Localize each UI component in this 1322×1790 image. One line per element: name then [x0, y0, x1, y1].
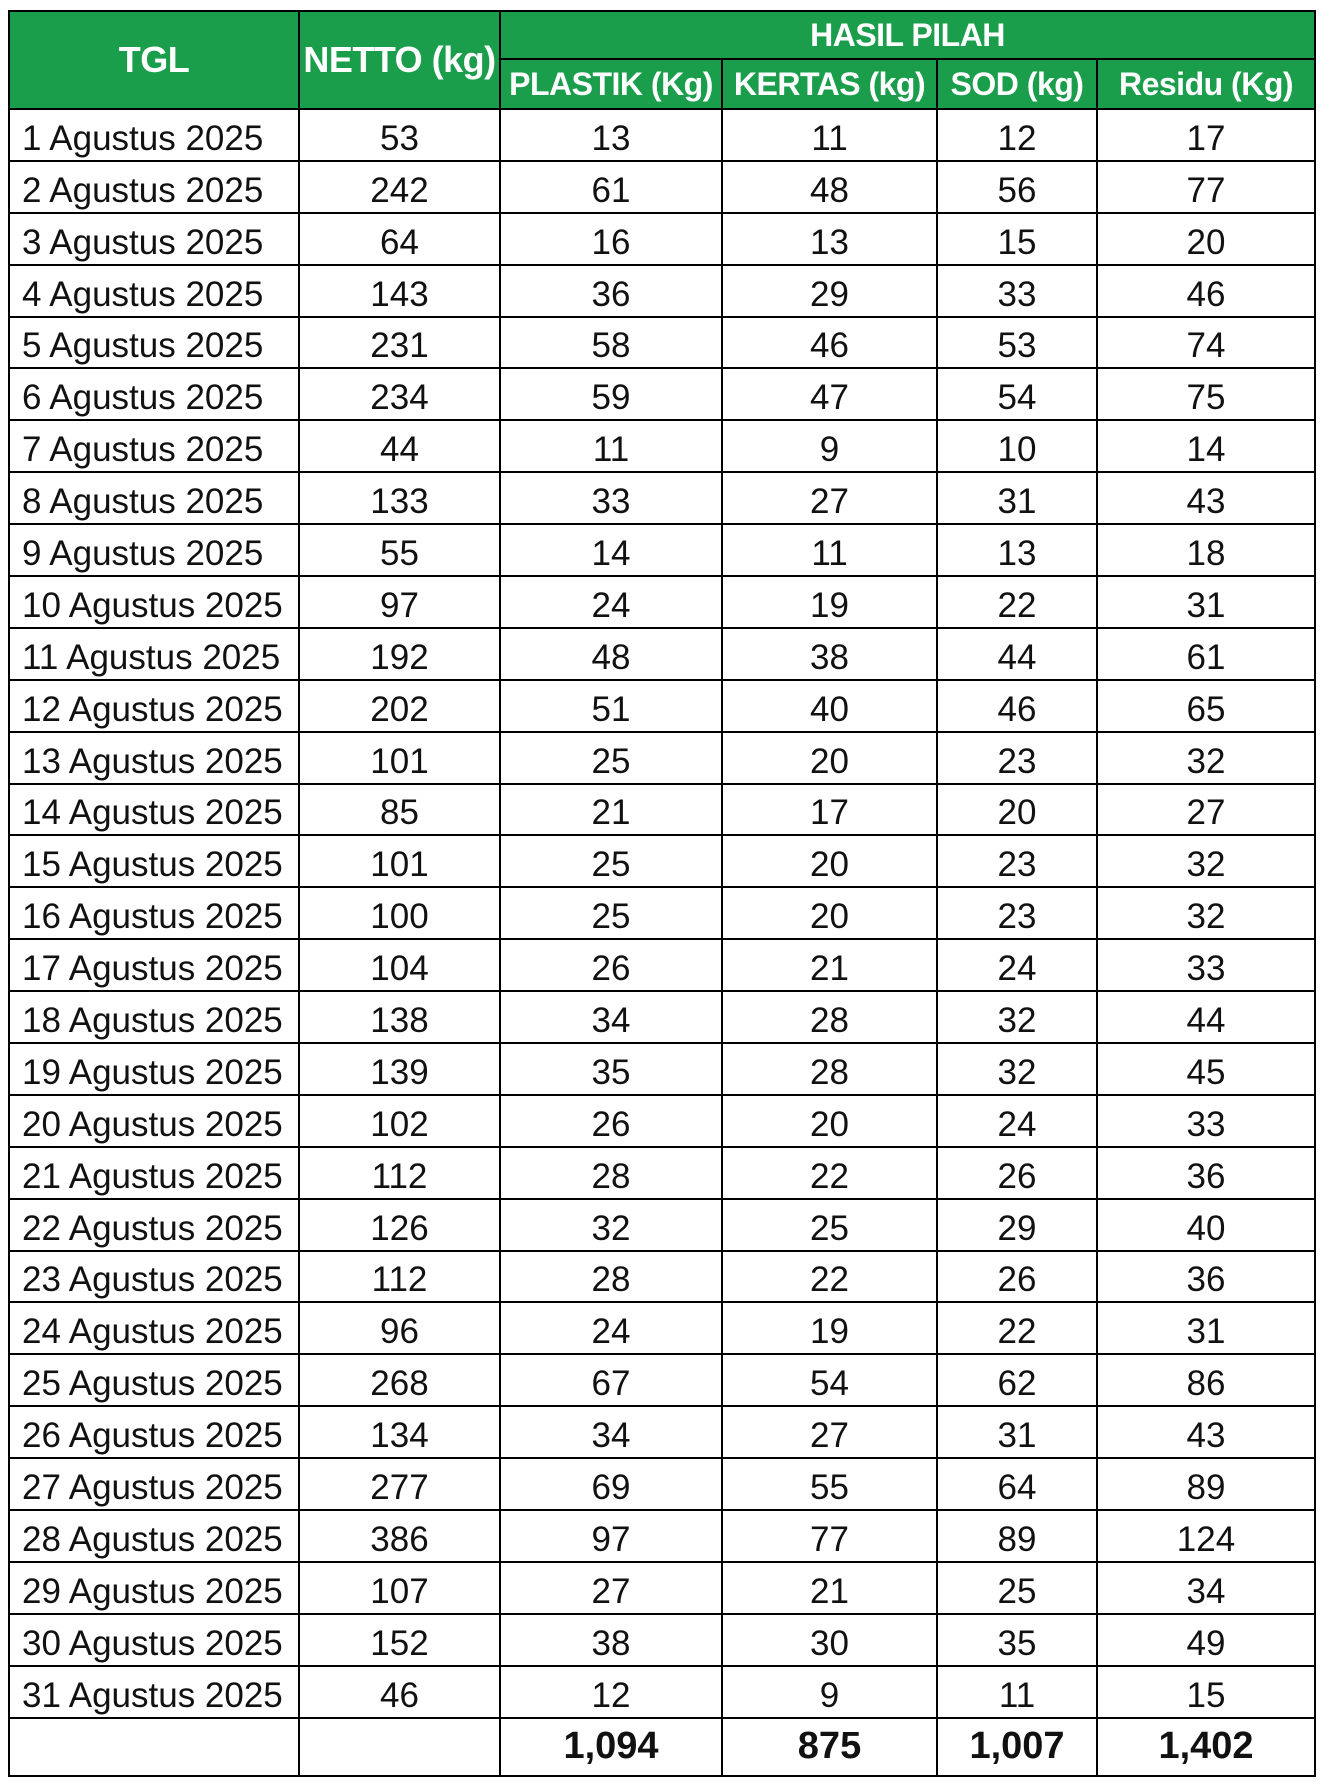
tgl-cell: 8 Agustus 2025 [9, 472, 299, 524]
netto-cell: 112 [299, 1147, 500, 1199]
table-row [9, 317, 1315, 369]
netto-cell: 134 [299, 1406, 500, 1458]
tgl-cell: 22 Agustus 2025 [9, 1199, 299, 1251]
kertas-cell: 20 [722, 835, 937, 887]
table-row [9, 213, 1315, 265]
header-residu: Residu (Kg) [1097, 59, 1315, 109]
table-row [9, 1199, 1315, 1251]
residu-cell: 61 [1097, 628, 1315, 680]
residu-cell: 65 [1097, 680, 1315, 732]
tgl-cell: 3 Agustus 2025 [9, 213, 299, 265]
table-row [9, 680, 1315, 732]
plastik-cell: 24 [500, 1302, 722, 1354]
table-body [9, 109, 1315, 1718]
tgl-cell: 25 Agustus 2025 [9, 1354, 299, 1406]
table-row [9, 1354, 1315, 1406]
kertas-cell: 27 [722, 1406, 937, 1458]
kertas-cell: 40 [722, 680, 937, 732]
sod-cell: 26 [937, 1147, 1097, 1199]
plastik-cell: 97 [500, 1510, 722, 1562]
netto-cell: 152 [299, 1614, 500, 1666]
kertas-cell: 47 [722, 368, 937, 420]
netto-cell: 143 [299, 265, 500, 317]
sod-cell: 29 [937, 1199, 1097, 1251]
table-row [9, 1147, 1315, 1199]
tgl-cell: 12 Agustus 2025 [9, 680, 299, 732]
residu-cell: 32 [1097, 887, 1315, 939]
tgl-cell: 7 Agustus 2025 [9, 420, 299, 472]
netto-cell: 44 [299, 420, 500, 472]
plastik-cell: 25 [500, 835, 722, 887]
total-residu-cell: 1,402 [1097, 1718, 1315, 1776]
residu-cell: 124 [1097, 1510, 1315, 1562]
residu-cell: 36 [1097, 1251, 1315, 1303]
kertas-cell: 25 [722, 1199, 937, 1251]
kertas-cell: 28 [722, 1043, 937, 1095]
header-plastik: PLASTIK (Kg) [500, 59, 722, 109]
kertas-cell: 55 [722, 1458, 937, 1510]
tgl-cell: 28 Agustus 2025 [9, 1510, 299, 1562]
table-row [9, 835, 1315, 887]
netto-cell: 202 [299, 680, 500, 732]
plastik-cell: 13 [500, 109, 722, 161]
table-row [9, 1406, 1315, 1458]
kertas-cell: 20 [722, 887, 937, 939]
plastik-cell: 59 [500, 368, 722, 420]
netto-cell: 97 [299, 576, 500, 628]
kertas-cell: 77 [722, 1510, 937, 1562]
sod-cell: 26 [937, 1251, 1097, 1303]
residu-cell: 33 [1097, 1095, 1315, 1147]
table-row [9, 1043, 1315, 1095]
header-sod: SOD (kg) [937, 59, 1097, 109]
residu-cell: 44 [1097, 991, 1315, 1043]
tgl-cell: 24 Agustus 2025 [9, 1302, 299, 1354]
netto-cell: 268 [299, 1354, 500, 1406]
plastik-cell: 25 [500, 732, 722, 784]
sod-cell: 10 [937, 420, 1097, 472]
residu-cell: 49 [1097, 1614, 1315, 1666]
plastik-cell: 33 [500, 472, 722, 524]
tgl-cell: 29 Agustus 2025 [9, 1562, 299, 1614]
plastik-cell: 58 [500, 317, 722, 369]
plastik-cell: 34 [500, 1406, 722, 1458]
sod-cell: 32 [937, 1043, 1097, 1095]
tgl-cell: 19 Agustus 2025 [9, 1043, 299, 1095]
total-plastik-cell: 1,094 [500, 1718, 722, 1776]
table-row [9, 628, 1315, 680]
residu-cell: 32 [1097, 732, 1315, 784]
plastik-cell: 12 [500, 1666, 722, 1718]
plastik-cell: 27 [500, 1562, 722, 1614]
sod-cell: 31 [937, 472, 1097, 524]
tgl-cell: 5 Agustus 2025 [9, 317, 299, 369]
table-row [9, 1666, 1315, 1718]
tgl-cell: 16 Agustus 2025 [9, 887, 299, 939]
kertas-cell: 19 [722, 1302, 937, 1354]
residu-cell: 40 [1097, 1199, 1315, 1251]
netto-cell: 64 [299, 213, 500, 265]
residu-cell: 43 [1097, 1406, 1315, 1458]
total-sod-cell: 1,007 [937, 1718, 1097, 1776]
netto-cell: 107 [299, 1562, 500, 1614]
table-row [9, 524, 1315, 576]
kertas-cell: 30 [722, 1614, 937, 1666]
tgl-cell: 23 Agustus 2025 [9, 1251, 299, 1303]
kertas-cell: 9 [722, 420, 937, 472]
netto-cell: 126 [299, 1199, 500, 1251]
table-row [9, 472, 1315, 524]
plastik-cell: 24 [500, 576, 722, 628]
tgl-cell: 20 Agustus 2025 [9, 1095, 299, 1147]
residu-cell: 15 [1097, 1666, 1315, 1718]
sod-cell: 25 [937, 1562, 1097, 1614]
table-row [9, 576, 1315, 628]
residu-cell: 33 [1097, 939, 1315, 991]
residu-cell: 32 [1097, 835, 1315, 887]
kertas-cell: 46 [722, 317, 937, 369]
netto-cell: 139 [299, 1043, 500, 1095]
residu-cell: 43 [1097, 472, 1315, 524]
plastik-cell: 38 [500, 1614, 722, 1666]
tgl-cell: 6 Agustus 2025 [9, 368, 299, 420]
residu-cell: 27 [1097, 784, 1315, 836]
tgl-cell: 13 Agustus 2025 [9, 732, 299, 784]
sod-cell: 64 [937, 1458, 1097, 1510]
residu-cell: 18 [1097, 524, 1315, 576]
netto-cell: 85 [299, 784, 500, 836]
plastik-cell: 28 [500, 1251, 722, 1303]
plastik-cell: 48 [500, 628, 722, 680]
tgl-cell: 1 Agustus 2025 [9, 109, 299, 161]
table-row [9, 784, 1315, 836]
sod-cell: 46 [937, 680, 1097, 732]
kertas-cell: 21 [722, 939, 937, 991]
netto-cell: 101 [299, 835, 500, 887]
table-row [9, 265, 1315, 317]
tgl-cell: 10 Agustus 2025 [9, 576, 299, 628]
table-row [9, 420, 1315, 472]
residu-cell: 31 [1097, 1302, 1315, 1354]
sod-cell: 44 [937, 628, 1097, 680]
kertas-cell: 17 [722, 784, 937, 836]
kertas-cell: 29 [722, 265, 937, 317]
plastik-cell: 51 [500, 680, 722, 732]
table-row [9, 1510, 1315, 1562]
kertas-cell: 11 [722, 524, 937, 576]
plastik-cell: 34 [500, 991, 722, 1043]
sod-cell: 89 [937, 1510, 1097, 1562]
netto-cell: 192 [299, 628, 500, 680]
netto-cell: 96 [299, 1302, 500, 1354]
table-row [9, 1251, 1315, 1303]
residu-cell: 45 [1097, 1043, 1315, 1095]
table-row [9, 1562, 1315, 1614]
tgl-cell: 21 Agustus 2025 [9, 1147, 299, 1199]
kertas-cell: 27 [722, 472, 937, 524]
residu-cell: 14 [1097, 420, 1315, 472]
table-row [9, 732, 1315, 784]
plastik-cell: 61 [500, 161, 722, 213]
header-hasil-pilah: HASIL PILAH [500, 11, 1315, 59]
kertas-cell: 20 [722, 1095, 937, 1147]
table-row [9, 368, 1315, 420]
tgl-cell: 18 Agustus 2025 [9, 991, 299, 1043]
kertas-cell: 28 [722, 991, 937, 1043]
plastik-cell: 16 [500, 213, 722, 265]
table-row [9, 1095, 1315, 1147]
plastik-cell: 11 [500, 420, 722, 472]
total-tgl-cell [9, 1718, 299, 1776]
netto-cell: 104 [299, 939, 500, 991]
netto-cell: 55 [299, 524, 500, 576]
sod-cell: 20 [937, 784, 1097, 836]
sod-cell: 12 [937, 109, 1097, 161]
kertas-cell: 19 [722, 576, 937, 628]
residu-cell: 34 [1097, 1562, 1315, 1614]
tgl-cell: 9 Agustus 2025 [9, 524, 299, 576]
kertas-cell: 20 [722, 732, 937, 784]
netto-cell: 277 [299, 1458, 500, 1510]
plastik-cell: 35 [500, 1043, 722, 1095]
table-row [9, 991, 1315, 1043]
tgl-cell: 26 Agustus 2025 [9, 1406, 299, 1458]
sod-cell: 53 [937, 317, 1097, 369]
plastik-cell: 69 [500, 1458, 722, 1510]
table-row [9, 887, 1315, 939]
kertas-cell: 11 [722, 109, 937, 161]
header-netto: NETTO (kg) [299, 11, 500, 109]
plastik-cell: 25 [500, 887, 722, 939]
header-kertas: KERTAS (kg) [722, 59, 937, 109]
tgl-cell: 17 Agustus 2025 [9, 939, 299, 991]
table-row [9, 1614, 1315, 1666]
plastik-cell: 36 [500, 265, 722, 317]
totals-row [9, 1718, 1315, 1776]
table-row [9, 161, 1315, 213]
tgl-cell: 14 Agustus 2025 [9, 784, 299, 836]
netto-cell: 102 [299, 1095, 500, 1147]
kertas-cell: 22 [722, 1147, 937, 1199]
plastik-cell: 28 [500, 1147, 722, 1199]
residu-cell: 17 [1097, 109, 1315, 161]
netto-cell: 112 [299, 1251, 500, 1303]
netto-cell: 100 [299, 887, 500, 939]
kertas-cell: 21 [722, 1562, 937, 1614]
kertas-cell: 9 [722, 1666, 937, 1718]
kertas-cell: 22 [722, 1251, 937, 1303]
kertas-cell: 38 [722, 628, 937, 680]
netto-cell: 53 [299, 109, 500, 161]
residu-cell: 74 [1097, 317, 1315, 369]
sod-cell: 24 [937, 939, 1097, 991]
residu-cell: 20 [1097, 213, 1315, 265]
residu-cell: 36 [1097, 1147, 1315, 1199]
netto-cell: 101 [299, 732, 500, 784]
sod-cell: 32 [937, 991, 1097, 1043]
residu-cell: 89 [1097, 1458, 1315, 1510]
netto-cell: 231 [299, 317, 500, 369]
netto-cell: 386 [299, 1510, 500, 1562]
total-netto-cell [299, 1718, 500, 1776]
waste-sorting-table [8, 10, 1316, 1777]
plastik-cell: 21 [500, 784, 722, 836]
plastik-cell: 26 [500, 939, 722, 991]
sod-cell: 11 [937, 1666, 1097, 1718]
kertas-cell: 48 [722, 161, 937, 213]
plastik-cell: 67 [500, 1354, 722, 1406]
table-row [9, 1458, 1315, 1510]
plastik-cell: 32 [500, 1199, 722, 1251]
residu-cell: 77 [1097, 161, 1315, 213]
tgl-cell: 15 Agustus 2025 [9, 835, 299, 887]
netto-cell: 138 [299, 991, 500, 1043]
residu-cell: 31 [1097, 576, 1315, 628]
residu-cell: 86 [1097, 1354, 1315, 1406]
tgl-cell: 4 Agustus 2025 [9, 265, 299, 317]
sod-cell: 35 [937, 1614, 1097, 1666]
tgl-cell: 27 Agustus 2025 [9, 1458, 299, 1510]
sod-cell: 22 [937, 576, 1097, 628]
sod-cell: 33 [937, 265, 1097, 317]
sod-cell: 23 [937, 732, 1097, 784]
table-row [9, 939, 1315, 991]
sod-cell: 13 [937, 524, 1097, 576]
tgl-cell: 31 Agustus 2025 [9, 1666, 299, 1718]
kertas-cell: 54 [722, 1354, 937, 1406]
sod-cell: 62 [937, 1354, 1097, 1406]
header-tgl: TGL [9, 11, 299, 109]
sod-cell: 54 [937, 368, 1097, 420]
netto-cell: 242 [299, 161, 500, 213]
plastik-cell: 14 [500, 524, 722, 576]
sod-cell: 22 [937, 1302, 1097, 1354]
table-row [9, 109, 1315, 161]
total-kertas-cell: 875 [722, 1718, 937, 1776]
tgl-cell: 11 Agustus 2025 [9, 628, 299, 680]
residu-cell: 75 [1097, 368, 1315, 420]
sod-cell: 23 [937, 887, 1097, 939]
residu-cell: 46 [1097, 265, 1315, 317]
sod-cell: 56 [937, 161, 1097, 213]
sod-cell: 23 [937, 835, 1097, 887]
sod-cell: 15 [937, 213, 1097, 265]
sod-cell: 24 [937, 1095, 1097, 1147]
tgl-cell: 2 Agustus 2025 [9, 161, 299, 213]
plastik-cell: 26 [500, 1095, 722, 1147]
netto-cell: 46 [299, 1666, 500, 1718]
table-row [9, 1302, 1315, 1354]
sod-cell: 31 [937, 1406, 1097, 1458]
netto-cell: 133 [299, 472, 500, 524]
tgl-cell: 30 Agustus 2025 [9, 1614, 299, 1666]
netto-cell: 234 [299, 368, 500, 420]
kertas-cell: 13 [722, 213, 937, 265]
